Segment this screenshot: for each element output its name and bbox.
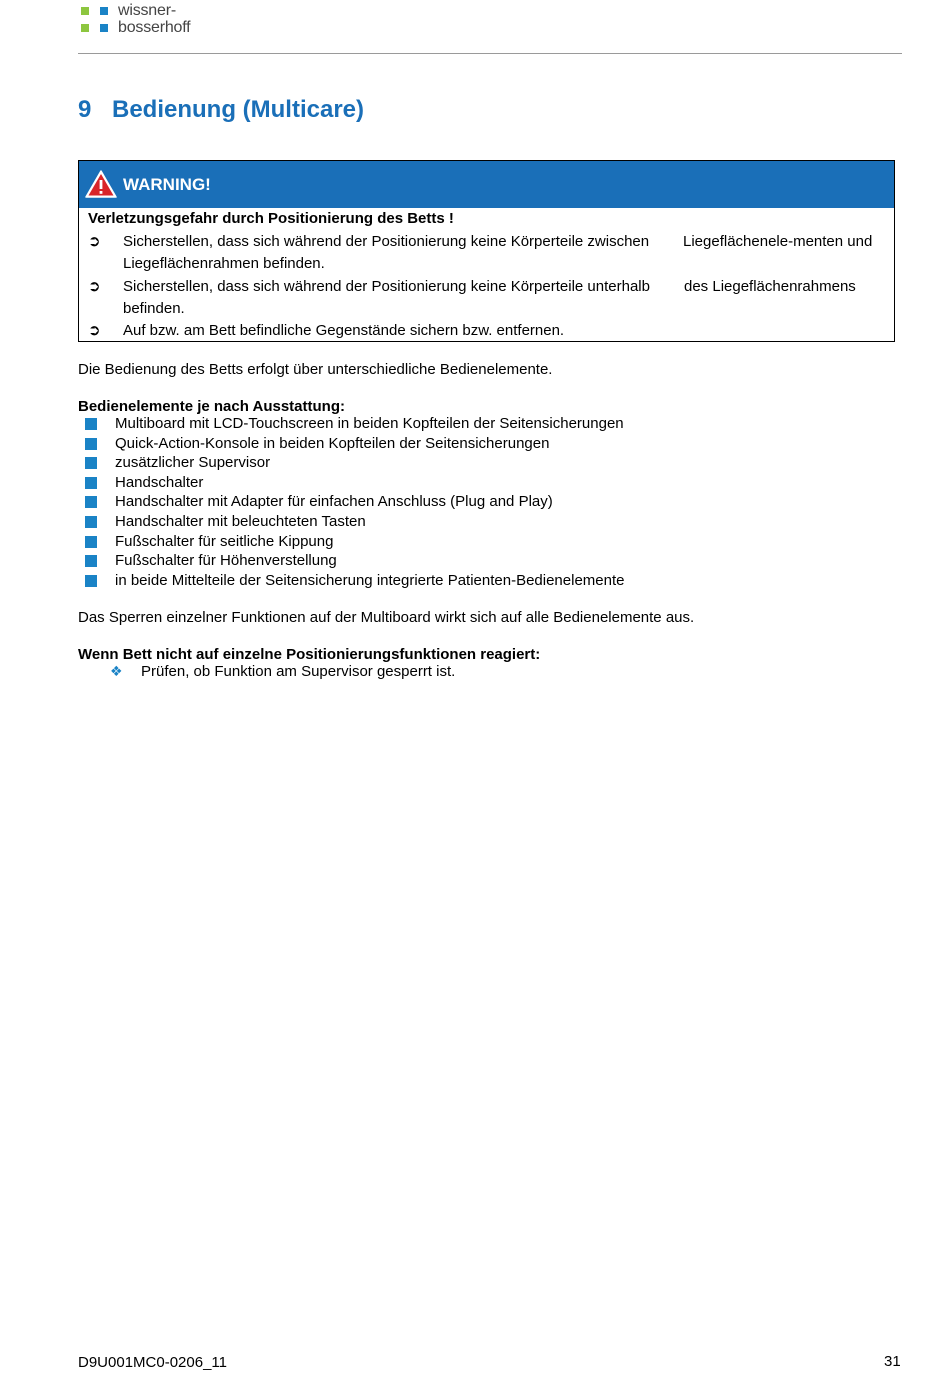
warning-item-text: Auf bzw. am Bett befindliche Gegenstände sichern bzw. entfernen. [123, 322, 565, 339]
warning-header [79, 161, 894, 208]
square-bullet-icon [85, 477, 97, 489]
arrow-bullet-icon: ➲ [88, 322, 101, 339]
chapter-title: Bedienung (Multicare) [112, 96, 365, 123]
troubleshoot-item [110, 663, 455, 680]
square-bullet-icon [85, 575, 97, 587]
logo-blue-square-icon [100, 24, 108, 32]
warning-item-text-line2: Liegeflächenrahmen befinden. [123, 255, 325, 272]
warning-box [78, 160, 895, 342]
chapter-number: 9 [78, 96, 92, 123]
chapter-heading [78, 96, 364, 124]
header-divider [78, 53, 902, 54]
arrow-bullet-icon: ➲ [88, 233, 101, 250]
elements-heading: Bedienelemente je nach Ausstattung: [78, 398, 345, 415]
logo-row-2 [81, 19, 190, 36]
logo-text-line2: bosserhoff [118, 19, 191, 36]
diamond-bullet-icon: ❖ [110, 663, 123, 679]
logo-blue-square-icon [100, 7, 108, 15]
square-bullet-icon [85, 418, 97, 430]
page-number: 31 [884, 1353, 901, 1370]
warning-subtitle: Verletzungsgefahr durch Positionierung des Betts ! [88, 210, 454, 227]
lock-note-paragraph: Das Sperren einzelner Funktionen auf der Multiboard wirkt sich auf alle Bedienelemente aus. [78, 609, 695, 626]
square-bullet-icon [85, 438, 97, 450]
logo-green-square-icon [81, 7, 89, 15]
square-bullet-icon [85, 536, 97, 548]
warning-item-text: Sicherstellen, dass sich während der Positionierung keine Körperteile zwischen [123, 233, 650, 250]
warning-triangle-icon [85, 170, 117, 198]
logo-text-line1: wissner- [118, 2, 176, 19]
document-id: D9U001MC0-0206_11 [78, 1354, 227, 1371]
warning-item-text-cont: des Liegeflächenrahmens [684, 278, 856, 295]
warning-title: WARNING! [123, 175, 211, 194]
troubleshoot-heading: Wenn Bett nicht auf einzelne Positionierungsfunktionen reagiert: [78, 646, 541, 663]
warning-item-text-line2: befinden. [123, 300, 185, 317]
square-bullet-icon [85, 457, 97, 469]
intro-paragraph: Die Bedienung des Betts erfolgt über unterschiedliche Bedienelemente. [78, 361, 553, 378]
company-logo [81, 2, 281, 36]
square-bullet-icon [85, 516, 97, 528]
arrow-bullet-icon: ➲ [88, 278, 101, 295]
troubleshoot-item-text: Prüfen, ob Funktion am Supervisor gesperrt ist. [141, 663, 456, 680]
square-bullet-icon [85, 496, 97, 508]
warning-item-text: Sicherstellen, dass sich während der Positionierung keine Körperteile unterhalb [123, 278, 650, 295]
warning-item-text-cont: Liegeflächenele-menten und [683, 233, 873, 250]
square-bullet-icon [85, 555, 97, 567]
logo-green-square-icon [81, 24, 89, 32]
logo-row-1 [81, 2, 176, 19]
